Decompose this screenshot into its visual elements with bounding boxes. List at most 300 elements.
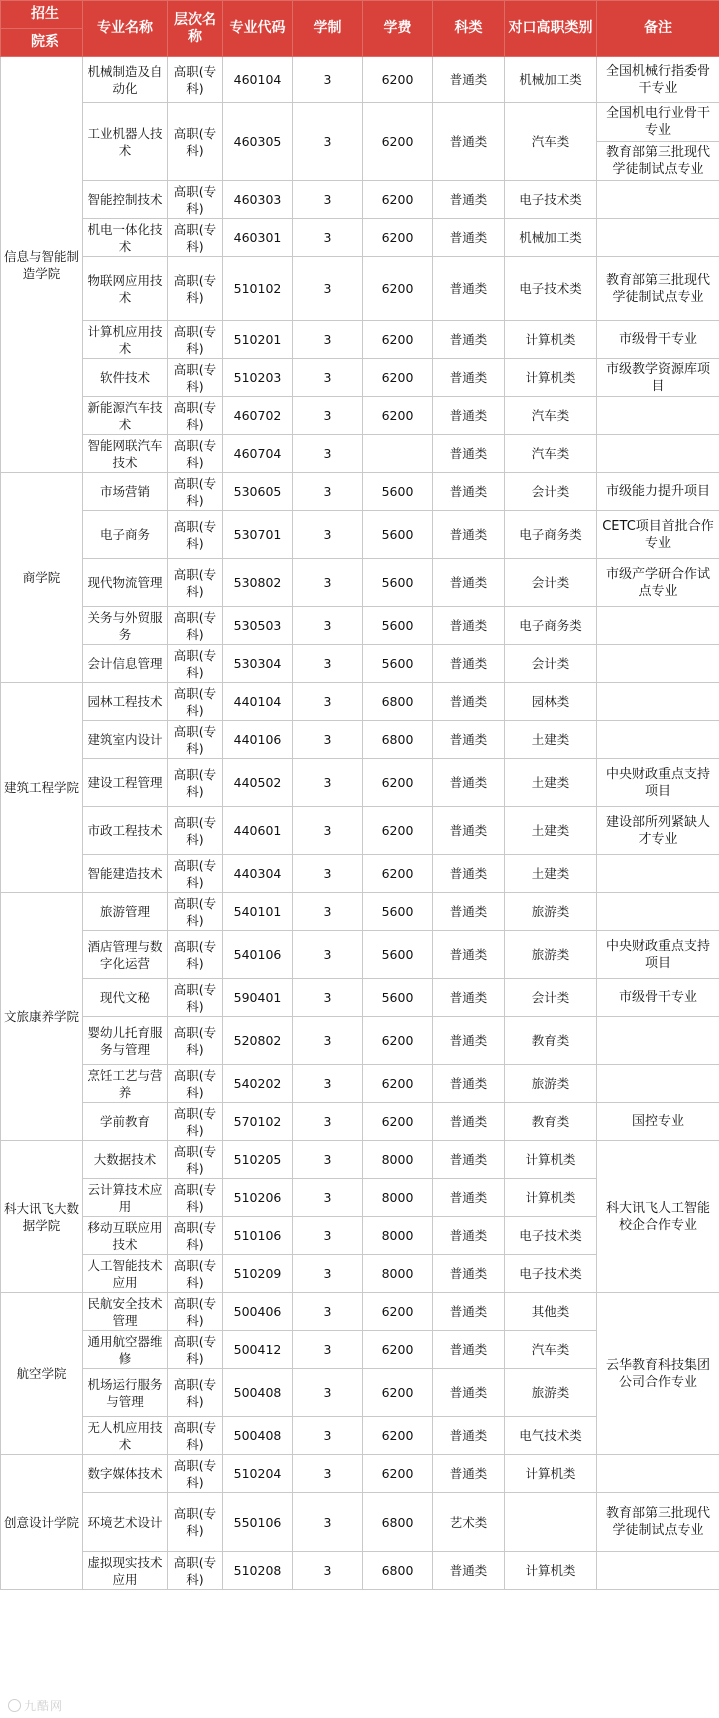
remark-cell: 云华教育科技集团公司合作专业: [597, 1293, 719, 1455]
cell-fee: 6200: [363, 181, 433, 219]
cell-match: 会计类: [505, 645, 597, 683]
cell-level: 高职(专科): [168, 683, 223, 721]
cell-level: 高职(专科): [168, 1217, 223, 1255]
college-cell: 创意设计学院: [1, 1455, 83, 1590]
remark-cell: 市级产学研合作试点专业: [597, 559, 719, 607]
table-row: [1, 683, 719, 721]
cell-years: 3: [293, 683, 363, 721]
table-row: [1, 721, 719, 759]
cell-fee: 6800: [363, 1493, 433, 1552]
remark-cell: 市级骨干专业: [597, 321, 719, 359]
cell-major: 智能网联汽车技术: [83, 435, 168, 473]
cell-category: 普通类: [433, 103, 505, 181]
cell-years: 3: [293, 397, 363, 435]
cell-major: 环境艺术设计: [83, 1493, 168, 1552]
cell-category: 普通类: [433, 1293, 505, 1331]
cell-category: 普通类: [433, 721, 505, 759]
cell-fee: 6200: [363, 1017, 433, 1065]
cell-major: 数字媒体技术: [83, 1455, 168, 1493]
remark-cell: [597, 1065, 719, 1103]
cell-major: 云计算技术应用: [83, 1179, 168, 1217]
cell-major: 学前教育: [83, 1103, 168, 1141]
cell-fee: 6200: [363, 1293, 433, 1331]
cell-code: 500406: [223, 1293, 293, 1331]
college-cell: 商学院: [1, 473, 83, 683]
cell-category: 普通类: [433, 511, 505, 559]
cell-years: 3: [293, 559, 363, 607]
cell-code: 510201: [223, 321, 293, 359]
cell-category: 普通类: [433, 607, 505, 645]
cell-category: 普通类: [433, 979, 505, 1017]
cell-years: 3: [293, 511, 363, 559]
cell-match: 计算机类: [505, 359, 597, 397]
remark-cell: 中央财政重点支持项目: [597, 759, 719, 807]
cell-category: 普通类: [433, 1552, 505, 1590]
cell-level: 高职(专科): [168, 219, 223, 257]
cell-code: 510208: [223, 1552, 293, 1590]
cell-category: 艺术类: [433, 1493, 505, 1552]
cell-years: 3: [293, 103, 363, 181]
remark-cell: 市级能力提升项目: [597, 473, 719, 511]
cell-years: 3: [293, 435, 363, 473]
cell-category: 普通类: [433, 435, 505, 473]
table-row: [1, 57, 719, 103]
cell-code: 510206: [223, 1179, 293, 1217]
cell-fee: 6200: [363, 1417, 433, 1455]
remark-cell: [597, 1552, 719, 1590]
college-cell: 信息与智能制造学院: [1, 57, 83, 473]
cell-years: 3: [293, 1552, 363, 1590]
cell-match: 旅游类: [505, 1065, 597, 1103]
cell-category: 普通类: [433, 57, 505, 103]
cell-level: 高职(专科): [168, 1493, 223, 1552]
cell-code: 590401: [223, 979, 293, 1017]
remark-cell: [597, 397, 719, 435]
cell-years: 3: [293, 321, 363, 359]
cell-level: 高职(专科): [168, 181, 223, 219]
cell-fee: 6200: [363, 397, 433, 435]
cell-category: 普通类: [433, 1455, 505, 1493]
table-row: [1, 321, 719, 359]
cell-major: 市场营销: [83, 473, 168, 511]
cell-fee: 6200: [363, 1369, 433, 1417]
table-row: [1, 397, 719, 435]
cell-major: 机场运行服务与管理: [83, 1369, 168, 1417]
table-row: [1, 103, 719, 181]
cell-years: 3: [293, 1417, 363, 1455]
cell-major: 人工智能技术应用: [83, 1255, 168, 1293]
cell-years: 3: [293, 1255, 363, 1293]
cell-major: 计算机应用技术: [83, 321, 168, 359]
remark-cell: [597, 1455, 719, 1493]
table-row: [1, 1065, 719, 1103]
header-college: 院系: [1, 29, 83, 57]
cell-fee: 8000: [363, 1217, 433, 1255]
cell-code: 440502: [223, 759, 293, 807]
cell-major: 烹饪工艺与营养: [83, 1065, 168, 1103]
cell-match: 电子商务类: [505, 607, 597, 645]
cell-years: 3: [293, 979, 363, 1017]
table-row: [1, 855, 719, 893]
cell-match: 旅游类: [505, 893, 597, 931]
cell-code: 500412: [223, 1331, 293, 1369]
cell-level: 高职(专科): [168, 1331, 223, 1369]
cell-fee: 6200: [363, 1065, 433, 1103]
cell-major: 机电一体化技术: [83, 219, 168, 257]
cell-match: 汽车类: [505, 103, 597, 181]
cell-code: 510102: [223, 257, 293, 321]
cell-years: 3: [293, 1455, 363, 1493]
cell-major: 软件技术: [83, 359, 168, 397]
cell-match: 电子技术类: [505, 181, 597, 219]
cell-major: 电子商务: [83, 511, 168, 559]
cell-level: 高职(专科): [168, 1017, 223, 1065]
cell-level: 高职(专科): [168, 893, 223, 931]
cell-code: 530802: [223, 559, 293, 607]
cell-category: 普通类: [433, 257, 505, 321]
cell-fee: 6200: [363, 103, 433, 181]
cell-category: 普通类: [433, 759, 505, 807]
header-level: 层次名称: [168, 1, 223, 57]
cell-match: 园林类: [505, 683, 597, 721]
cell-level: 高职(专科): [168, 473, 223, 511]
cell-major: 物联网应用技术: [83, 257, 168, 321]
cell-major: 现代物流管理: [83, 559, 168, 607]
cell-years: 3: [293, 181, 363, 219]
cell-fee: 8000: [363, 1255, 433, 1293]
remark-line: 全国机电行业骨干专业: [605, 106, 710, 138]
cell-match: 计算机类: [505, 1179, 597, 1217]
cell-level: 高职(专科): [168, 607, 223, 645]
header-category: 科类: [433, 1, 505, 57]
cell-level: 高职(专科): [168, 1255, 223, 1293]
cell-match: 其他类: [505, 1293, 597, 1331]
cell-match: 机械加工类: [505, 219, 597, 257]
cell-category: 普通类: [433, 1417, 505, 1455]
cell-category: 普通类: [433, 1217, 505, 1255]
cell-match: 土建类: [505, 855, 597, 893]
cell-level: 高职(专科): [168, 855, 223, 893]
table-row: [1, 1552, 719, 1590]
table-row: [1, 473, 719, 511]
remark-cell: 全国机械行指委骨干专业: [597, 57, 719, 103]
cell-code: 500408: [223, 1369, 293, 1417]
cell-category: 普通类: [433, 1369, 505, 1417]
cell-code: 540106: [223, 931, 293, 979]
header-remark: 备注: [597, 1, 719, 57]
college-cell: 建筑工程学院: [1, 683, 83, 893]
cell-major: 会计信息管理: [83, 645, 168, 683]
cell-fee: 5600: [363, 645, 433, 683]
cell-code: 460104: [223, 57, 293, 103]
cell-match: 会计类: [505, 979, 597, 1017]
cell-match: 旅游类: [505, 931, 597, 979]
remark-cell: [597, 721, 719, 759]
cell-years: 3: [293, 57, 363, 103]
cell-category: 普通类: [433, 473, 505, 511]
remark-cell: [597, 435, 719, 473]
table-row: [1, 893, 719, 931]
table-row: [1, 359, 719, 397]
college-cell: 航空学院: [1, 1293, 83, 1455]
cell-fee: 6200: [363, 759, 433, 807]
cell-major: 旅游管理: [83, 893, 168, 931]
header-enroll: 招生: [1, 1, 83, 29]
cell-years: 3: [293, 219, 363, 257]
cell-match: 土建类: [505, 759, 597, 807]
cell-fee: 6200: [363, 1455, 433, 1493]
cell-fee: 5600: [363, 931, 433, 979]
cell-level: 高职(专科): [168, 759, 223, 807]
cell-fee: 6200: [363, 219, 433, 257]
table-row: [1, 1103, 719, 1141]
cell-match: 会计类: [505, 559, 597, 607]
cell-major: 现代文秘: [83, 979, 168, 1017]
watermark: 九酷网: [8, 1697, 63, 1714]
remark-cell: [597, 893, 719, 931]
cell-years: 3: [293, 359, 363, 397]
cell-category: 普通类: [433, 1331, 505, 1369]
cell-code: 540101: [223, 893, 293, 931]
cell-years: 3: [293, 1493, 363, 1552]
cell-match: 电气技术类: [505, 1417, 597, 1455]
table-row: [1, 807, 719, 855]
cell-level: 高职(专科): [168, 397, 223, 435]
cell-level: 高职(专科): [168, 559, 223, 607]
cell-match: 计算机类: [505, 1141, 597, 1179]
cell-years: 3: [293, 931, 363, 979]
cell-category: 普通类: [433, 1017, 505, 1065]
cell-level: 高职(专科): [168, 103, 223, 181]
remark-cell: 教育部第三批现代学徒制试点专业: [597, 1493, 719, 1552]
remark-cell: [597, 1017, 719, 1065]
cell-match: 电子技术类: [505, 257, 597, 321]
cell-years: 3: [293, 1217, 363, 1255]
cell-match: 汽车类: [505, 435, 597, 473]
cell-fee: 6200: [363, 807, 433, 855]
cell-fee: 5600: [363, 607, 433, 645]
remark-line: 教育部第三批现代学徒制试点专业: [597, 141, 719, 180]
remark-cell: CETC项目首批合作专业: [597, 511, 719, 559]
cell-match: 汽车类: [505, 397, 597, 435]
remark-cell: [597, 607, 719, 645]
cell-level: 高职(专科): [168, 1065, 223, 1103]
cell-years: 3: [293, 1331, 363, 1369]
remark-cell: [597, 181, 719, 219]
cell-major: 新能源汽车技术: [83, 397, 168, 435]
college-cell: 科大讯飞大数据学院: [1, 1141, 83, 1293]
cell-fee: 6200: [363, 321, 433, 359]
table-row: [1, 1455, 719, 1493]
cell-match: [505, 1493, 597, 1552]
cell-years: 3: [293, 645, 363, 683]
cell-match: 电子技术类: [505, 1255, 597, 1293]
table-row: [1, 511, 719, 559]
header-match: 对口高职类别: [505, 1, 597, 57]
cell-category: 普通类: [433, 807, 505, 855]
cell-match: 电子技术类: [505, 1217, 597, 1255]
watermark-logo-icon: [8, 1699, 21, 1712]
cell-match: 教育类: [505, 1103, 597, 1141]
cell-years: 3: [293, 1065, 363, 1103]
remark-cell: 教育部第三批现代学徒制试点专业: [597, 257, 719, 321]
cell-fee: 6200: [363, 359, 433, 397]
header-code: 专业代码: [223, 1, 293, 57]
header-fee: 学费: [363, 1, 433, 57]
cell-major: 关务与外贸服务: [83, 607, 168, 645]
cell-code: 530503: [223, 607, 293, 645]
cell-fee: 6800: [363, 1552, 433, 1590]
cell-code: 500408: [223, 1417, 293, 1455]
cell-fee: 6200: [363, 1103, 433, 1141]
cell-major: 虚拟现实技术应用: [83, 1552, 168, 1590]
table-row: [1, 1017, 719, 1065]
table-row: [1, 931, 719, 979]
cell-fee: 5600: [363, 511, 433, 559]
cell-match: 会计类: [505, 473, 597, 511]
table-row: [1, 435, 719, 473]
cell-fee: 5600: [363, 979, 433, 1017]
cell-match: 计算机类: [505, 1455, 597, 1493]
cell-major: 智能建造技术: [83, 855, 168, 893]
cell-major: 无人机应用技术: [83, 1417, 168, 1455]
cell-category: 普通类: [433, 855, 505, 893]
cell-code: 530304: [223, 645, 293, 683]
cell-code: 460305: [223, 103, 293, 181]
table-row: [1, 1493, 719, 1552]
cell-fee: 6200: [363, 855, 433, 893]
cell-major: 智能控制技术: [83, 181, 168, 219]
remark-cell: 国控专业: [597, 1103, 719, 1141]
cell-fee: 8000: [363, 1141, 433, 1179]
cell-fee: 5600: [363, 893, 433, 931]
cell-fee: 6200: [363, 1331, 433, 1369]
cell-level: 高职(专科): [168, 807, 223, 855]
cell-fee: 5600: [363, 559, 433, 607]
cell-match: 土建类: [505, 721, 597, 759]
cell-code: 440601: [223, 807, 293, 855]
cell-fee: 6800: [363, 683, 433, 721]
cell-code: 440106: [223, 721, 293, 759]
cell-level: 高职(专科): [168, 645, 223, 683]
cell-match: 计算机类: [505, 1552, 597, 1590]
cell-match: 土建类: [505, 807, 597, 855]
cell-code: 460704: [223, 435, 293, 473]
cell-major: 工业机器人技术: [83, 103, 168, 181]
cell-category: 普通类: [433, 1179, 505, 1217]
cell-match: 教育类: [505, 1017, 597, 1065]
cell-level: 高职(专科): [168, 1455, 223, 1493]
table-row: [1, 759, 719, 807]
table-row: [1, 559, 719, 607]
cell-code: 460702: [223, 397, 293, 435]
cell-category: 普通类: [433, 645, 505, 683]
cell-years: 3: [293, 855, 363, 893]
cell-years: 3: [293, 759, 363, 807]
cell-fee: 6200: [363, 57, 433, 103]
cell-level: 高职(专科): [168, 511, 223, 559]
cell-code: 530605: [223, 473, 293, 511]
table-row: [1, 181, 719, 219]
cell-level: 高职(专科): [168, 931, 223, 979]
cell-major: 婴幼儿托育服务与管理: [83, 1017, 168, 1065]
cell-level: 高职(专科): [168, 1103, 223, 1141]
cell-years: 3: [293, 1369, 363, 1417]
cell-major: 移动互联应用技术: [83, 1217, 168, 1255]
cell-level: 高职(专科): [168, 721, 223, 759]
cell-level: 高职(专科): [168, 1293, 223, 1331]
cell-level: 高职(专科): [168, 1417, 223, 1455]
remark-cell: 科大讯飞人工智能校企合作专业: [597, 1141, 719, 1293]
remark-cell: [597, 645, 719, 683]
cell-code: 550106: [223, 1493, 293, 1552]
cell-code: 510209: [223, 1255, 293, 1293]
cell-years: 3: [293, 893, 363, 931]
college-cell: 文旅康养学院: [1, 893, 83, 1141]
cell-code: 510204: [223, 1455, 293, 1493]
cell-major: 机械制造及自动化: [83, 57, 168, 103]
cell-category: 普通类: [433, 181, 505, 219]
cell-code: 460301: [223, 219, 293, 257]
cell-category: 普通类: [433, 1255, 505, 1293]
cell-level: 高职(专科): [168, 435, 223, 473]
cell-years: 3: [293, 1017, 363, 1065]
cell-category: 普通类: [433, 683, 505, 721]
cell-level: 高职(专科): [168, 1552, 223, 1590]
table-row: [1, 645, 719, 683]
table-body: [1, 57, 719, 1590]
cell-match: 机械加工类: [505, 57, 597, 103]
cell-fee: [363, 435, 433, 473]
cell-major: 民航安全技术管理: [83, 1293, 168, 1331]
cell-code: 510106: [223, 1217, 293, 1255]
cell-code: 510205: [223, 1141, 293, 1179]
remark-cell: 市级骨干专业: [597, 979, 719, 1017]
cell-category: 普通类: [433, 931, 505, 979]
cell-major: 建设工程管理: [83, 759, 168, 807]
cell-category: 普通类: [433, 321, 505, 359]
cell-years: 3: [293, 721, 363, 759]
remark-cell: [597, 103, 719, 181]
cell-major: 酒店管理与数字化运营: [83, 931, 168, 979]
remark-cell: 中央财政重点支持项目: [597, 931, 719, 979]
cell-category: 普通类: [433, 219, 505, 257]
cell-level: 高职(专科): [168, 979, 223, 1017]
cell-match: 旅游类: [505, 1369, 597, 1417]
cell-code: 440304: [223, 855, 293, 893]
cell-major: 大数据技术: [83, 1141, 168, 1179]
cell-major: 园林工程技术: [83, 683, 168, 721]
table-row: [1, 979, 719, 1017]
cell-major: 市政工程技术: [83, 807, 168, 855]
table-row: [1, 257, 719, 321]
cell-level: 高职(专科): [168, 257, 223, 321]
cell-code: 460303: [223, 181, 293, 219]
cell-code: 440104: [223, 683, 293, 721]
cell-code: 520802: [223, 1017, 293, 1065]
cell-years: 3: [293, 1293, 363, 1331]
cell-major: 建筑室内设计: [83, 721, 168, 759]
cell-major: 通用航空器维修: [83, 1331, 168, 1369]
cell-level: 高职(专科): [168, 57, 223, 103]
cell-years: 3: [293, 1103, 363, 1141]
cell-match: 电子商务类: [505, 511, 597, 559]
cell-match: 计算机类: [505, 321, 597, 359]
cell-fee: 6200: [363, 257, 433, 321]
cell-code: 570102: [223, 1103, 293, 1141]
header-years: 学制: [293, 1, 363, 57]
cell-level: 高职(专科): [168, 321, 223, 359]
